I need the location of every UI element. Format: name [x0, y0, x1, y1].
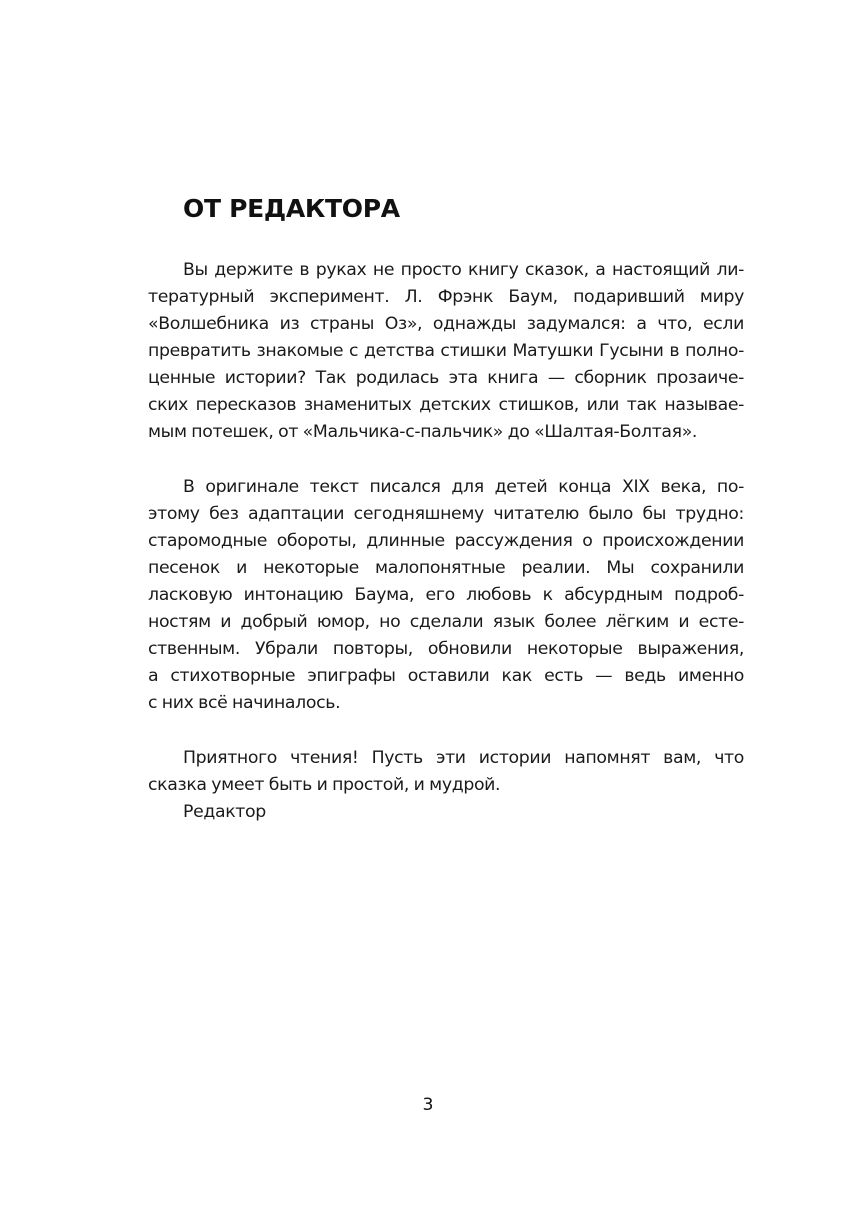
text-line: ственным. Убрали повторы, обновили некоторые выражения, — [148, 639, 744, 659]
paragraph-adaptation — [148, 474, 744, 717]
text-line: превратить знакомые с детства стишки Матушки Гусыни в полно- — [148, 341, 744, 361]
text-line: Вы держите в руках не просто книгу сказок, а настоящий ли- — [183, 260, 744, 280]
text-line: песенок и некоторые малопонятные реалии. Мы сохранили — [148, 558, 744, 578]
text-line: старомодные обороты, длинные рассуждения о происхождении — [148, 531, 744, 551]
paragraph-closing — [148, 745, 744, 826]
text-line: ских пересказов знаменитых детских стишков, или так называе- — [148, 395, 744, 415]
signature-line: Редактор — [183, 802, 266, 822]
text-line: ласковую интонацию Баума, его любовь к абсурдным подроб- — [148, 585, 744, 605]
text-line: этому без адаптации сегодняшнему читателю было бы трудно: — [148, 504, 744, 524]
text-line: с них всё начиналось. — [148, 693, 341, 713]
paragraph-intro — [148, 257, 744, 446]
text-line: тературный эксперимент. Л. Фрэнк Баум, подаривший миру — [148, 287, 744, 307]
text-line: В оригинале текст писался для детей конца XIX века, по- — [183, 477, 744, 497]
page-title: ОТ РЕДАКТОРА — [183, 194, 400, 223]
page-number: 3 — [422, 1095, 434, 1115]
text-line: «Волшебника из страны Оз», однажды задумался: а что, если — [148, 314, 744, 334]
text-line: сказка умеет быть и простой, и мудрой. — [148, 775, 501, 795]
text-line: мым потешек, от «Мальчика-с-пальчик» до «Шалтая-Болтая». — [148, 422, 698, 442]
text-line: а стихотворные эпиграфы оставили как есть — ведь именно — [148, 666, 744, 686]
text-line: Приятного чтения! Пусть эти истории напомнят вам, что — [183, 748, 744, 768]
text-line: ценные истории? Так родилась эта книга — сборник прозаиче- — [148, 368, 744, 388]
text-line: ностям и добрый юмор, но сделали язык более лёгким и есте- — [148, 612, 744, 632]
